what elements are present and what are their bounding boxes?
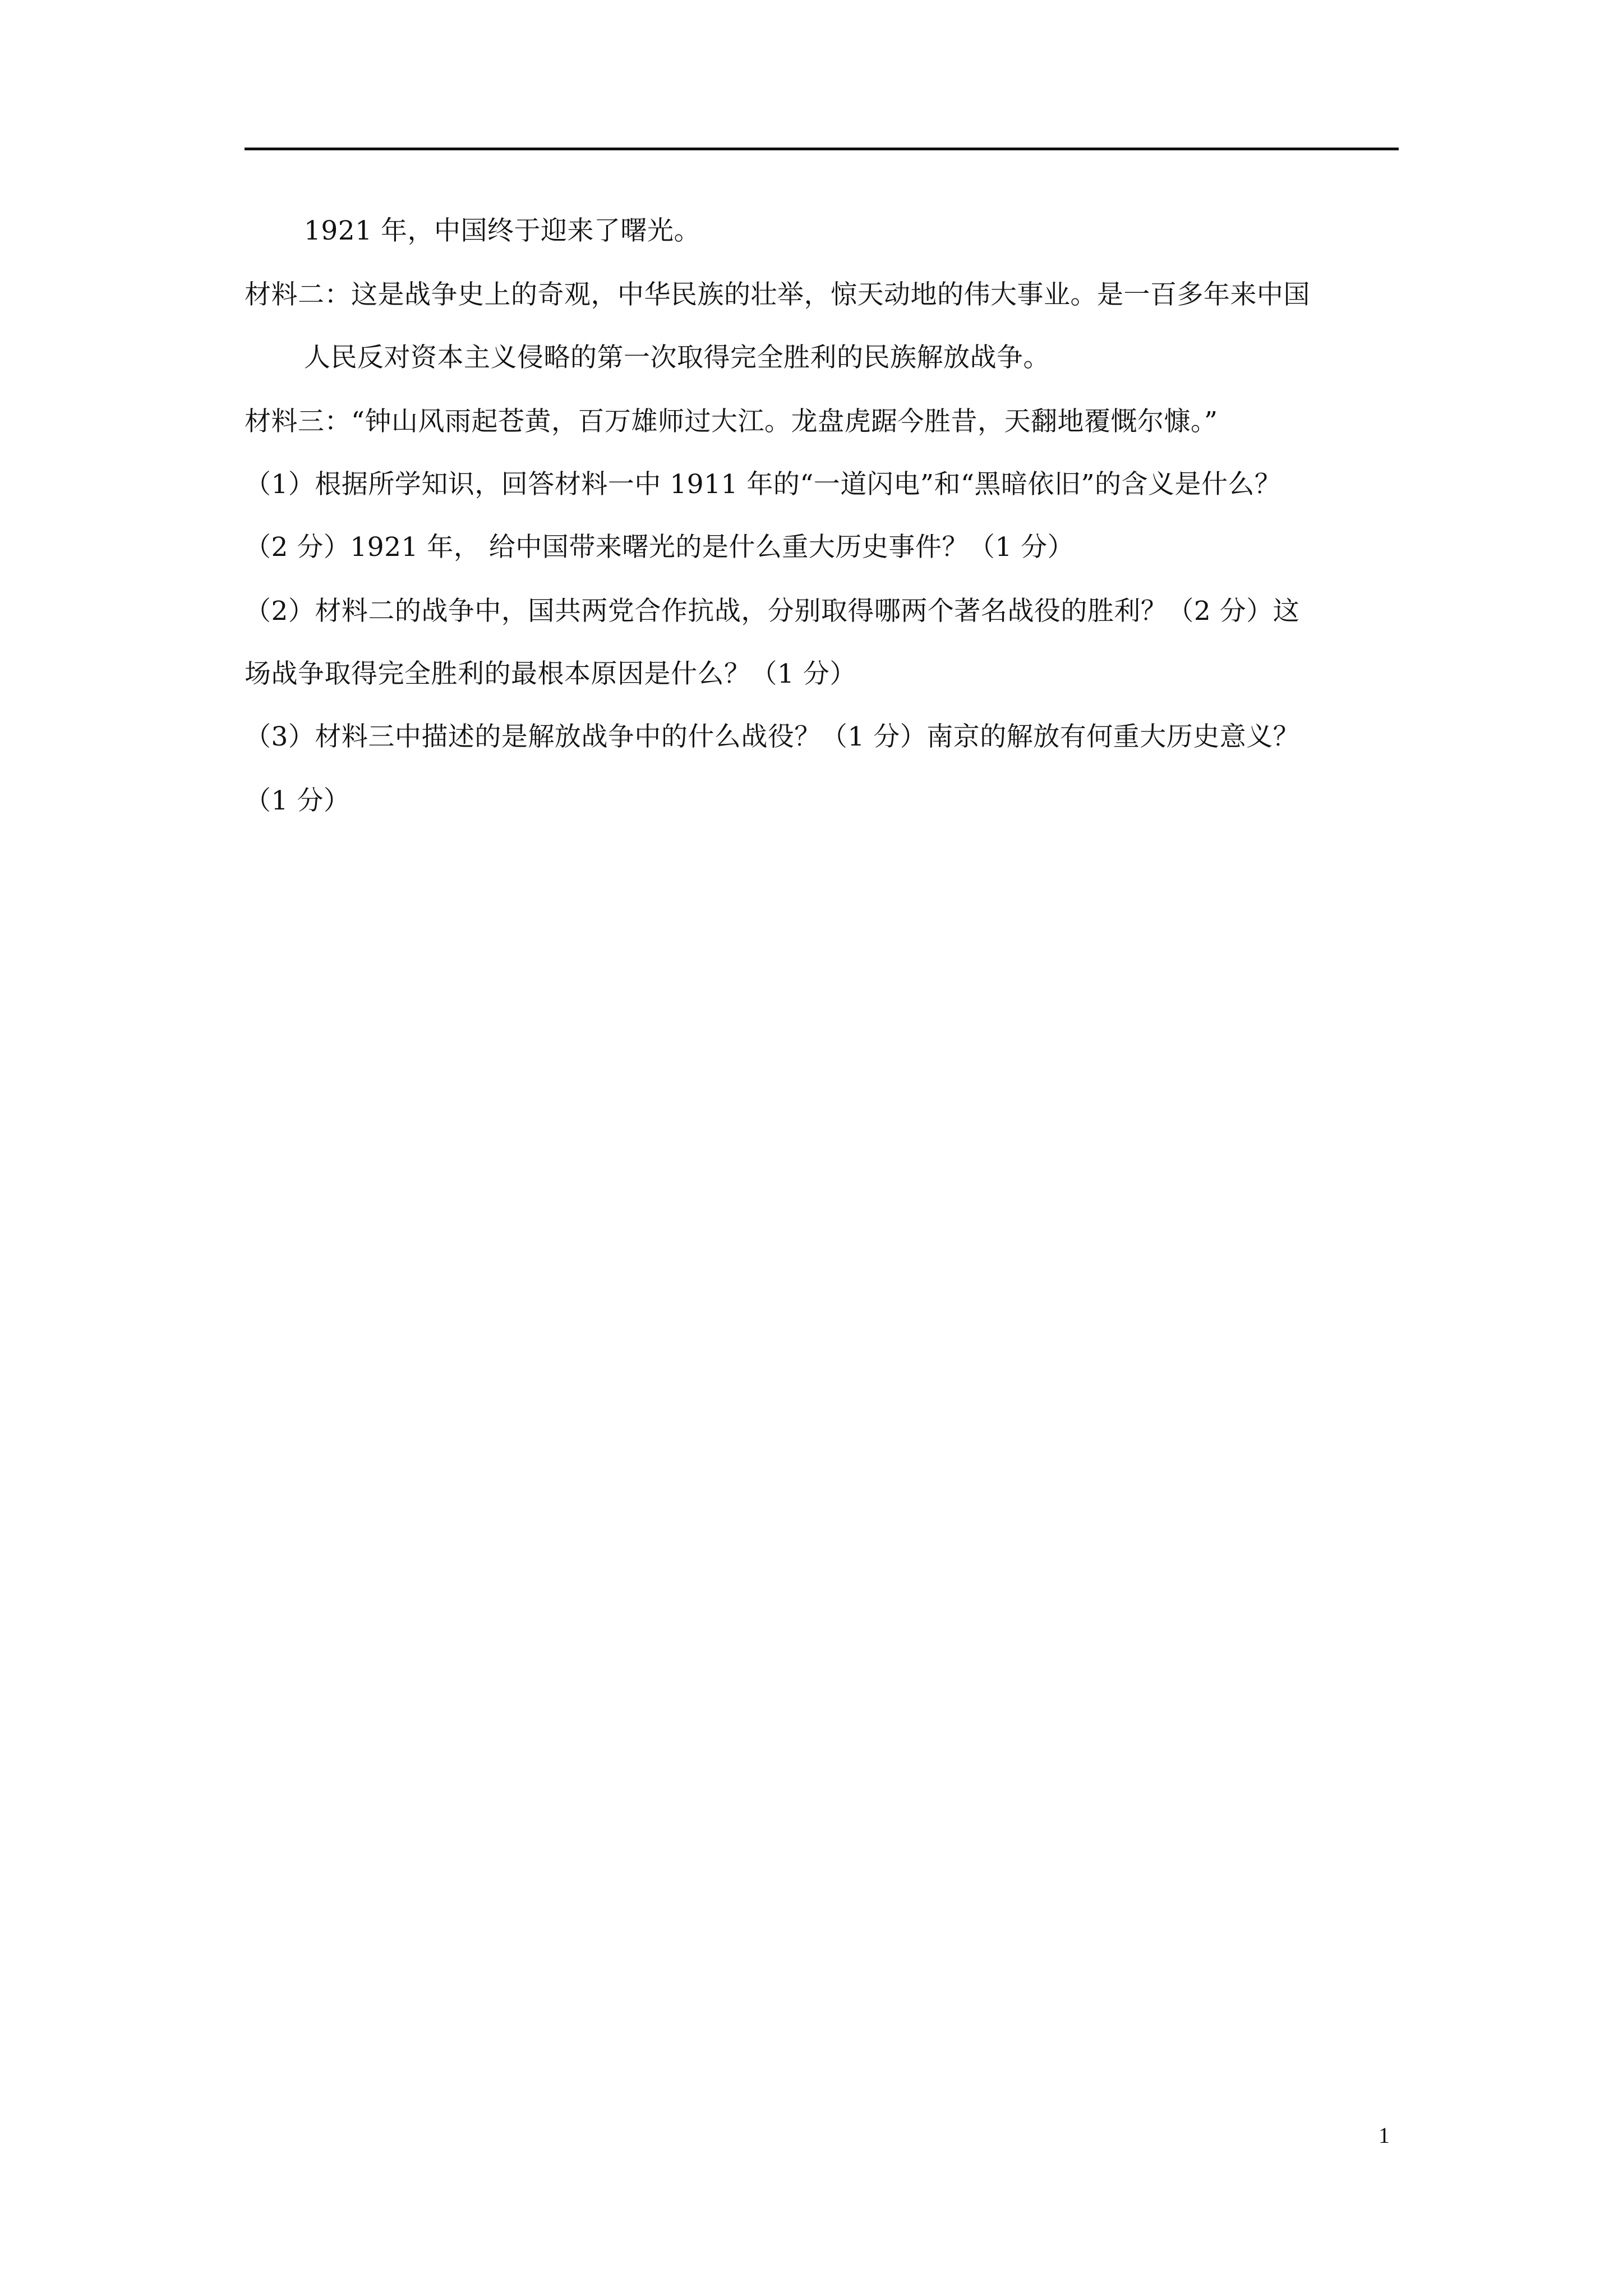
- text-line-3: 人民反对资本主义侵略的第一次取得完全胜利的民族解放战争。: [304, 342, 1050, 373]
- question-1-line-1: （1）根据所学知识，回答材料一中 1911 年的“一道闪电”和“黑暗依旧”的含义是什么？: [245, 469, 1281, 500]
- text-line-1: 1921 年，中国终于迎来了曙光。: [304, 215, 701, 246]
- question-2-line-2: 场战争取得完全胜利的最根本原因是什么？（1 分）: [245, 659, 856, 689]
- text-line-2: 材料二：这是战争史上的奇观，中华民族的壮举，惊天动地的伟大事业。是一百多年来中国: [245, 279, 1310, 310]
- text-line-4: 材料三：“钟山风雨起苍黄，百万雄师过大江。龙盘虎踞今胜昔，天翻地覆慨尔慷。”: [245, 406, 1218, 437]
- page-number: 1: [1378, 2123, 1390, 2148]
- question-2-line-1: （2）材料二的战争中，国共两党合作抗战，分别取得哪两个著名战役的胜利？（2 分）这: [245, 596, 1300, 627]
- question-3-line-1: （3）材料三中描述的是解放战争中的什么战役？（1 分）南京的解放有何重大历史意义？: [245, 721, 1300, 752]
- question-3-line-2: （1 分）: [245, 785, 351, 816]
- question-1-line-2: （2 分）1921 年， 给中国带来曙光的是什么重大历史事件？（1 分）: [245, 532, 1075, 563]
- header-rule: [245, 148, 1399, 150]
